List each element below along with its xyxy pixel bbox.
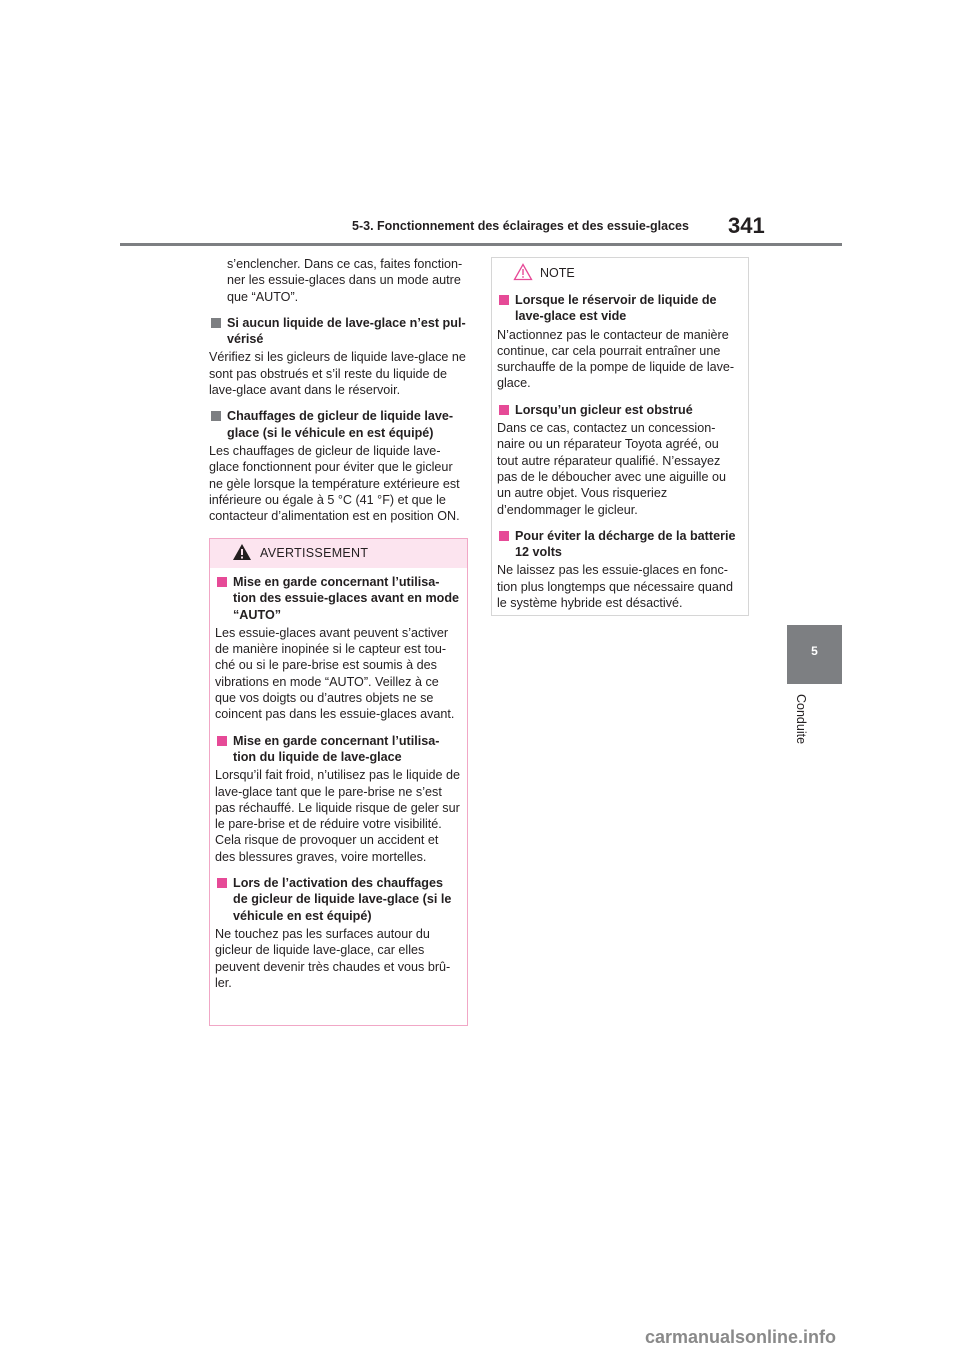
warning-heading bbox=[215, 574, 461, 623]
note-heading-text: Pour éviter la décharge de la batterie 12 volts bbox=[515, 528, 736, 560]
square-bullet-icon bbox=[499, 531, 509, 541]
warning-text: Les essuie-glaces avant peuvent s’activer de manière inopinée si le capteur est tou-ché ou si le pare-brise est soumis à des vibrations en mode “AUTO”. Veillez à ce que vos doigts ou d’autres objets ne se coincent pas dans les essuie-glaces avant. bbox=[215, 625, 455, 722]
warning-heading-text: Mise en garde concernant l’utilisa-tion des essuie-glaces avant en mode “AUTO” bbox=[233, 575, 460, 622]
note-heading bbox=[497, 528, 743, 561]
warning-heading bbox=[215, 875, 461, 924]
square-bullet-icon bbox=[217, 577, 227, 587]
caution-triangle-icon bbox=[513, 263, 533, 281]
square-bullet-icon bbox=[499, 295, 509, 305]
square-bullet-icon bbox=[211, 411, 221, 421]
note-heading-text: Lorsqu’un gicleur est obstrué bbox=[515, 402, 693, 417]
warning-header bbox=[210, 539, 467, 568]
section-body: Les chauffages de gicleur de liquide lave-glace fonctionnent pour éviter que le gicleur ne gèle lorsque la température extérieure est inférieure ou égale à 5 °C (41 °F) et que le contacteur d’alimentation est en position ON. bbox=[209, 443, 460, 524]
note-box bbox=[491, 257, 749, 616]
section-heading-text: Chauffages de gicleur de liquide lave-glace (si le véhicule en est équipé) bbox=[227, 409, 454, 440]
section-heading bbox=[209, 315, 468, 348]
note-text: Ne laissez pas les essuie-glaces en fonc-tion plus longtemps que nécessaire quand le système hybride est désactivé. bbox=[497, 563, 733, 611]
chapter-label: Conduite bbox=[794, 694, 808, 745]
square-bullet-icon bbox=[217, 736, 227, 746]
note-body bbox=[497, 292, 743, 621]
note-text: N’actionnez pas le contacteur de manière continue, car cela pourrait entraîner une surchauffe de la pompe de liquide de lave-glace. bbox=[497, 327, 735, 391]
chapter-number: 5 bbox=[811, 644, 818, 658]
warning-heading-text: Mise en garde concernant l’utilisa-tion du liquide de lave-glace bbox=[233, 733, 440, 764]
square-bullet-icon bbox=[499, 405, 509, 415]
square-bullet-icon bbox=[217, 878, 227, 888]
warning-body bbox=[215, 574, 461, 1001]
warning-title: AVERTISSEMENT bbox=[260, 546, 369, 560]
note-text: Dans ce cas, contactez un concession-naire ou un réparateur Toyota agréé, ou tout autre réparateur qualifié. N’essayez pas de le déboucher avec une aiguille ou un autre objet. Vous risqueriez d’endommager le gicleur. bbox=[497, 421, 726, 517]
note-heading bbox=[497, 402, 743, 418]
note-title: NOTE bbox=[540, 266, 575, 280]
section-title: 5-3. Fonctionnement des éclairages et des essuie-glaces bbox=[352, 219, 689, 233]
warning-text: Ne touchez pas les surfaces autour du gicleur de liquide lave-glace, car elles peuvent devenir très chaudes et vous brû-ler. bbox=[215, 926, 451, 990]
square-bullet-icon bbox=[211, 318, 221, 328]
header-rule bbox=[120, 243, 842, 246]
warning-heading-text: Lors de l’activation des chauffages de gicleur de liquide lave-glace (si le véhicule en est équipé) bbox=[233, 876, 452, 923]
warning-triangle-icon bbox=[232, 543, 252, 561]
note-heading bbox=[497, 292, 743, 325]
page-number: 341 bbox=[728, 213, 765, 238]
section-heading bbox=[209, 408, 468, 441]
left-column bbox=[209, 256, 468, 534]
note-header bbox=[492, 258, 748, 285]
warning-box bbox=[209, 538, 468, 1026]
note-heading-text: Lorsque le réservoir de liquide de lave-glace est vide bbox=[515, 293, 717, 324]
section-heading-text: Si aucun liquide de lave-glace n’est pul-vérisé bbox=[227, 315, 466, 347]
warning-heading bbox=[215, 733, 461, 766]
intro-text: s’enclencher. Dans ce cas, faites fonction-ner les essuie-glaces dans un mode autre que “AUTO”. bbox=[227, 257, 463, 304]
watermark: carmanualsonline.info bbox=[645, 1327, 837, 1347]
warning-text: Lorsqu’il fait froid, n’utilisez pas le liquide de lave-glace tant que le pare-brise ne s’est pas réchauffé. Le liquide risque de geler sur le pare-brise et de réduire votre visibilité. Cela risque de provoquer un accident et des blessures graves, voire mortelles. bbox=[215, 768, 461, 864]
chapter-tab bbox=[787, 625, 842, 684]
section-body: Vérifiez si les gicleurs de liquide lave-glace ne sont pas obstrués et s’il reste du liquide de lave-glace avant dans le réservoir. bbox=[209, 350, 466, 398]
